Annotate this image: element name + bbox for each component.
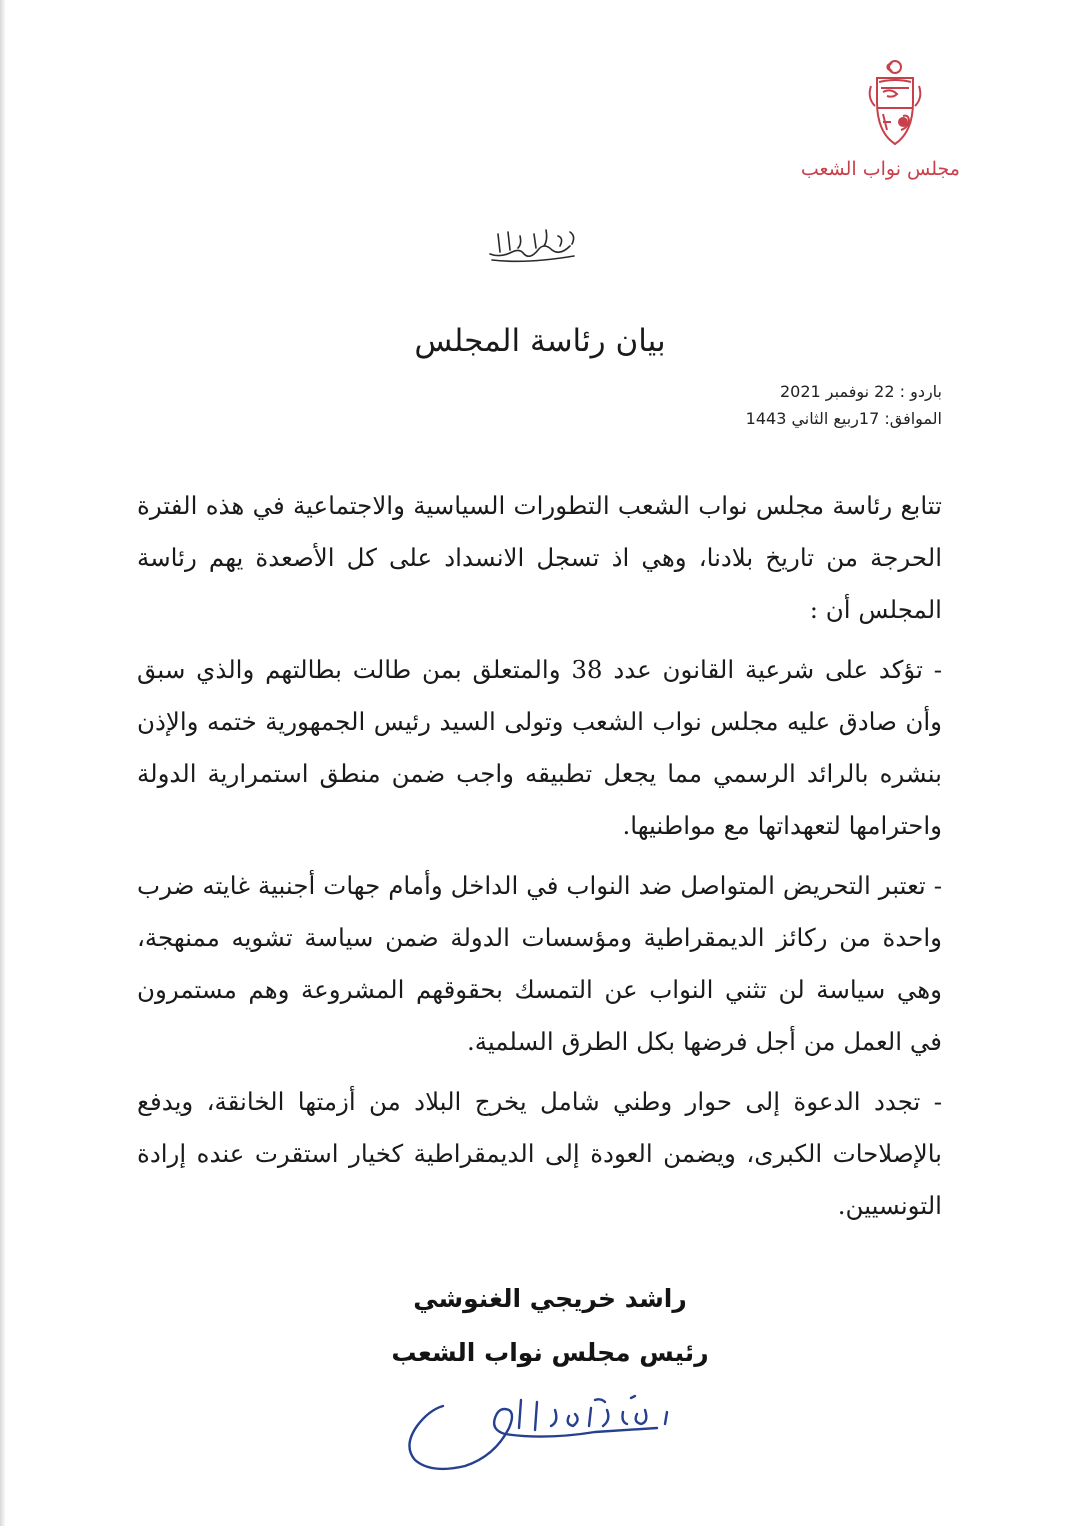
signatory-block xyxy=(0,1284,1080,1368)
tunisia-coat-of-arms-icon xyxy=(863,58,927,148)
point-paragraph: - تؤكد على شرعية القانون عدد 38 والمتعلق بمن طالت بطالتهم والذي سبق وأن صادق عليه مجلس نواب الشعب وتولى السيد رئيس الجمهورية ختمه والإذن بنشره بالرائد الرسمي مما يجعل تطبيقه واجب ضمن منطق استمرارية الدولة واحترامها لتعهداتها مع مواطنيها. xyxy=(137,655,942,840)
intro-paragraph: تتابع رئاسة مجلس نواب الشعب التطورات السياسية والاجتماعية في هذه الفترة الحرجة من تاريخ بلادنا، وهي اذ تسجل الانسداد على كل الأصعدة يهم رئاسة المجلس أن : xyxy=(137,491,942,624)
letterhead-emblem xyxy=(800,58,960,180)
point-paragraph: - تعتبر التحريض المتواصل ضد النواب في الداخل وأمام جهات أجنبية غايته ضرب واحدة من ركائز الديمقراطية ومؤسسات الدولة ضمن سياسة تشويه ممنهجة، وهي سياسة لن تثني النواب عن التمسك بحقوقهم المشروعة وهم مستمرون في العمل من أجل فرضها بكل الطرق السلمية. xyxy=(137,871,942,1056)
statement-body xyxy=(137,480,942,1232)
dateline xyxy=(746,378,942,432)
basmala-calligraphy xyxy=(486,224,578,264)
point-paragraph: - تجدد الدعوة إلى حوار وطني شامل يخرج البلاد من أزمتها الخانقة، ويدفع بالإصلاحات الكبرى، ويضمن العودة إلى الديمقراطية كخيار استقرت عنده إرادة التونسيين. xyxy=(137,1087,942,1220)
hijri-date: الموافق: 17ربيع الثاني 1443 xyxy=(745,409,942,428)
statement-title: بيان رئاسة المجلس xyxy=(414,322,666,359)
handwritten-signature xyxy=(395,1370,685,1480)
signatory-role: رئيس مجلس نواب الشعب xyxy=(391,1338,709,1367)
place-date: باردو : 22 نوفمبر 2021 xyxy=(780,382,942,401)
signatory-name: راشد خريجي الغنوشي xyxy=(413,1284,687,1313)
institution-name: مجلس نواب الشعب xyxy=(800,158,960,180)
